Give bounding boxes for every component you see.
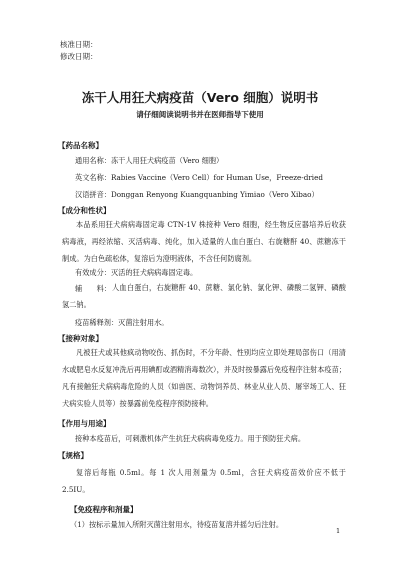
function-paragraph: 接种本疫苗后，可刺激机体产生抗狂犬病病毒免疫力。用于预防狂犬病。 (75, 434, 306, 443)
excipients-label: 辅 料： (75, 284, 111, 293)
composition-paragraph: 本品系用狂犬病病毒固定毒 CTN-1V 株接种 Vero 细胞，经生物反应器培养后收获病毒液，再经浓缩、灭活病毒、纯化，加入适量的人血白蛋白、右旋糖酐 40、蔗糖冻干制成。为白色疏松体，复溶后为澄明液体，不含任何防腐剂。 (62, 220, 346, 263)
approve-date: 核准日期： (60, 40, 98, 49)
section-schedule-heading: 【免疫程序和剂量】 (70, 505, 138, 514)
section-function-heading: 【作用与用途】 (58, 419, 111, 428)
english-name: 英文名称：Rabies Vaccine（Vero Cell）for Human Use，Freeze-dried (75, 173, 323, 182)
spec-paragraph: 复溶后每瓶 0.5ml。每 1 次人用剂量为 0.5ml，含狂犬病疫苗效价应不低于 2.5IU。 (62, 468, 346, 494)
document-title: 冻干人用狂犬病疫苗（Vero 细胞）说明书 (81, 90, 319, 105)
diluent-text: 疫苗稀释剂：灭菌注射用水。 (75, 318, 169, 327)
section-drug-name-heading: 【药品名称】 (58, 141, 103, 150)
section-target-heading: 【接种对象】 (58, 334, 103, 343)
schedule-item-1: （1）按标示量加入所附灭菌注射用水，待疫苗复溶并摇匀后注射。 (70, 520, 284, 529)
document-subtitle: 请仔细阅读说明书并在医师指导下使用 (136, 110, 264, 119)
target-paragraph: 凡被狂犬或其他疯动物咬伤、抓伤时，不分年龄、性别均应立即处理局部伤口（用清水或肥皂水反复冲洗后再用碘酊或酒精消毒数次），并及时按暴露后免疫程序注射本疫苗；凡有接触狂犬病病毒危险的人员（如兽医、动物饲养员、林业从业人员、屠宰场工人、狂犬病实验人员等）按暴露前免疫程序预防接种。 (62, 348, 346, 408)
revise-date: 修改日期： (60, 52, 98, 61)
active-ingredient: 有效成分：灭活的狂犬病病毒固定毒。 (75, 268, 198, 277)
section-composition-heading: 【成分和性状】 (58, 206, 111, 215)
page-number: 1 (336, 527, 341, 535)
pinyin-name: 汉语拼音：Donggan Renyong Kuangquanbing Yimiao（Vero Xibao） (75, 190, 319, 199)
generic-name: 通用名称：冻干人用狂犬病疫苗（Vero 细胞） (75, 156, 224, 165)
section-spec-heading: 【规格】 (58, 451, 88, 460)
excipients-text: 人血白蛋白，右旋糖酐 40、蔗糖、氯化钠、氯化钾、磷酸二氢钾、磷酸氢二钠。 (62, 283, 346, 309)
